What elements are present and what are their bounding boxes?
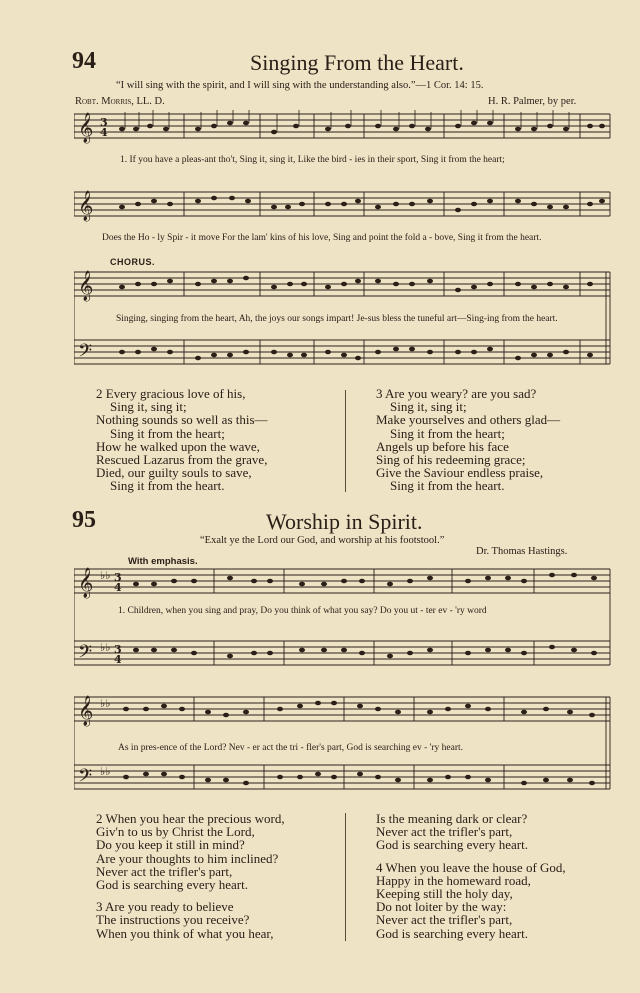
verse-line: Is the meaning dark or clear? [376, 811, 528, 826]
svg-text:♭♭: ♭♭ [100, 765, 111, 778]
verse-line: Make yourselves and others glad— [376, 412, 561, 428]
verse-line: Nothing sounds so well as this— [96, 412, 268, 428]
verse-line: Sing it from the heart. [110, 478, 225, 494]
svg-text:𝄞: 𝄞 [78, 696, 94, 726]
verse-line: Never act the trifler's part, [96, 863, 233, 879]
lyric-line: Does the Ho - ly Spir - it move For the lam' kins of his love, Sing and point the fold a - bove, Sing it from the heart. [102, 233, 542, 243]
verse-line: Do not loiter by the way: [376, 899, 507, 915]
verse-line: Happy in the homeward road, [376, 872, 531, 888]
svg-text:♭♭: ♭♭ [100, 569, 111, 582]
music-staff-system-1 [74, 110, 614, 190]
verse-line: Giv'n to us by Christ the Lord, [96, 824, 255, 840]
svg-text:3: 3 [114, 571, 122, 584]
verse-line: 3 Are you weary? are you sad? [376, 386, 537, 401]
composer-credit: H. R. Palmer, by per. [488, 96, 577, 107]
verse-line: God is searching every heart. [376, 837, 528, 853]
verse-line: Sing it from the heart. [390, 478, 505, 494]
scripture-epigraph: “Exalt ye the Lord our God, and worship at his footstool.” [200, 535, 445, 546]
music-staff-95-system-1 [74, 565, 614, 675]
column-divider [345, 390, 346, 492]
tempo-marking: With emphasis. [128, 556, 198, 567]
verse-line: Never act the trifler's part, [376, 912, 513, 928]
verse-line: Are your thoughts to him inclined? [96, 850, 279, 866]
lyric-line: 1. Children, when you sing and pray, Do you think of what you say? Do you ut - ter ev - 'ry word [118, 606, 487, 616]
chorus-label: CHORUS. [110, 257, 156, 267]
verse-line: Give the Saviour endless praise, [376, 465, 544, 481]
verse-line: 2 When you hear the precious word, [96, 811, 285, 826]
verse-line: Never act the trifler's part, [376, 824, 513, 840]
svg-text:♭♭: ♭♭ [100, 641, 111, 654]
svg-text:𝄢: 𝄢 [78, 766, 93, 791]
verse-line: Sing of his redeeming grace; [376, 452, 526, 468]
verse-line: 3 Are you ready to believe [96, 899, 234, 915]
svg-text:𝄞: 𝄞 [78, 191, 94, 221]
svg-text:3: 3 [114, 643, 122, 656]
verse-2 [96, 812, 285, 940]
lyric-line: 1. If you have a pleas-ant tho't, Sing it, sing it, Like the bird - ies in their sport, Sing it from the heart; [120, 155, 505, 165]
svg-text:𝄢: 𝄢 [78, 341, 93, 366]
verse-line: Angels up before his face [376, 438, 509, 454]
lyric-line: As in pres-ence of the Lord? Nev - er act the tri - fler's part, God is searching ev - 'ry heart. [118, 743, 464, 753]
svg-text:3: 3 [100, 116, 108, 129]
svg-text:4: 4 [114, 581, 122, 594]
scripture-epigraph: “I will sing with the spirit, and I will sing with the understanding also.”—1 Cor. 14: 15. [116, 80, 484, 91]
verse-line: Rescued Lazarus from the grave, [96, 452, 268, 468]
verse-line: Sing it, sing it; [390, 399, 467, 415]
verse-line: God is searching every heart. [96, 877, 248, 893]
verse-3 [376, 387, 560, 493]
svg-text:4: 4 [100, 126, 108, 139]
verse-line: 2 Every gracious love of his, [96, 386, 246, 401]
verse-3-continued [376, 812, 566, 940]
svg-text:𝄢: 𝄢 [78, 642, 93, 667]
svg-text:4: 4 [114, 653, 122, 666]
verse-line: 4 When you leave the house of God, [376, 859, 566, 875]
author-credit: Robt. Morris, LL. D. [75, 96, 165, 107]
svg-text:𝄞: 𝄞 [78, 113, 94, 143]
verse-line: Sing it from the heart; [390, 425, 505, 441]
hymn-number: 95 [72, 507, 96, 533]
lyric-line: Singing, singing from the heart, Ah, the joys our songs impart! Je-sus bless the tuneful art—Sing-ing from the heart. [116, 314, 558, 324]
svg-text:♭♭: ♭♭ [100, 697, 111, 710]
hymn-title: Singing From the Heart. [250, 50, 464, 75]
verse-line: How he walked upon the wave, [96, 438, 260, 454]
verse-line: Died, our guilty souls to save, [96, 465, 252, 481]
verse-line: Keeping still the holy day, [376, 886, 513, 902]
verse-line: Sing it, sing it; [110, 399, 187, 415]
verse-line: Sing it from the heart; [110, 425, 225, 441]
verse-line: God is searching every heart. [376, 925, 528, 941]
verse-2 [96, 387, 268, 493]
svg-text:𝄞: 𝄞 [78, 568, 94, 598]
music-staff-system-2 [74, 186, 614, 226]
composer-credit: Dr. Thomas Hastings. [476, 546, 568, 557]
hymn-number: 94 [72, 48, 96, 74]
verse-line: When you think of what you hear, [96, 925, 274, 941]
hymn-title: Worship in Spirit. [266, 509, 423, 534]
column-divider [345, 813, 346, 941]
svg-text:𝄞: 𝄞 [78, 271, 94, 301]
verse-line: The instructions you receive? [96, 912, 250, 928]
verse-line: Do you keep it still in mind? [96, 837, 245, 853]
